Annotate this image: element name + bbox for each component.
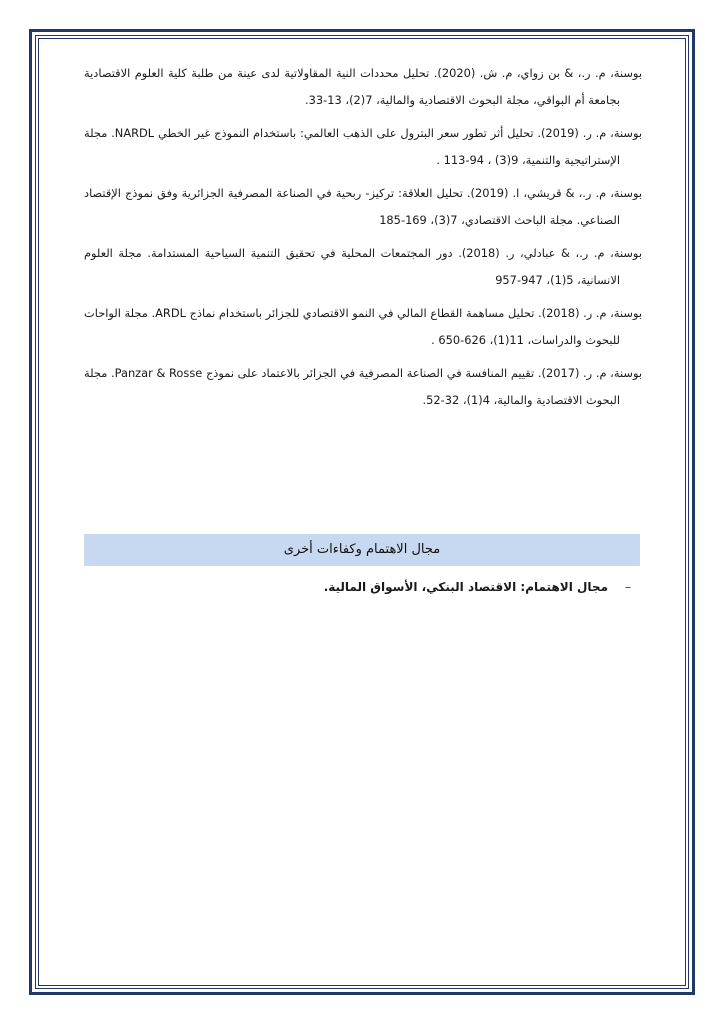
section-heading: مجال الاهتمام وكفاءات أخرى <box>84 534 640 566</box>
reference-entry: بوسنة، م. ر.، & عبادلي، ر. (2018). دور المجتمعات المحلية في تحقيق التنمية السياحية المستدامة. مجلة العلوم الانسانية، 5(1)، 947-957 <box>84 246 642 287</box>
references-list <box>84 60 642 420</box>
interest-text: مجال الاهتمام: الاقتصاد البنكي، الأسواق المالية. <box>323 580 608 594</box>
reference-entry: بوسنة، م. ر.، & بن زواي، م. ش. (2020). تحليل محددات النية المقاولاتية لدى عينة من طلبة كلية العلوم الاقتصادية بجامعة أم البواقي، مجلة البحوث الاقتصادية والمالية، 7(2)، 13-33. <box>84 66 642 107</box>
reference-entry: بوسنة، م. ر. (2019). تحليل أثر تطور سعر البترول على الذهب العالمي: باستخدام النموذج غير الخطي NARDL. مجلة الإستراتيجية والتنمية، 9(3) ، 94-113 . <box>84 126 643 167</box>
interest-list-item <box>84 574 640 600</box>
reference-entry: بوسنة، م. ر. (2017). تقييم المنافسة في الصناعة المصرفية في الجزائر بالاعتماد على نموذج Panzar & Rosse. مجلة البحوث الاقتصادية والمالية، 4(1)، 32-52. <box>84 366 642 407</box>
bullet-dash: – <box>625 580 631 594</box>
reference-entry: بوسنة، م. ر.، & قريشي، ا. (2019). تحليل العلاقة: تركيز- ربحية في الصناعة المصرفية الجزائرية وفق نموذج الإقتصاد الصناعي. مجلة الباحث الاقتصادي، 7(3)، 169-185 <box>84 186 643 227</box>
reference-entry: بوسنة، م. ر. (2018). تحليل مساهمة القطاع المالي في النمو الاقتصادي للجزائر باستخدام نماذج ARDL. مجلة الواحات للبحوث والدراسات، 11(1)، 626-650 . <box>84 306 643 347</box>
